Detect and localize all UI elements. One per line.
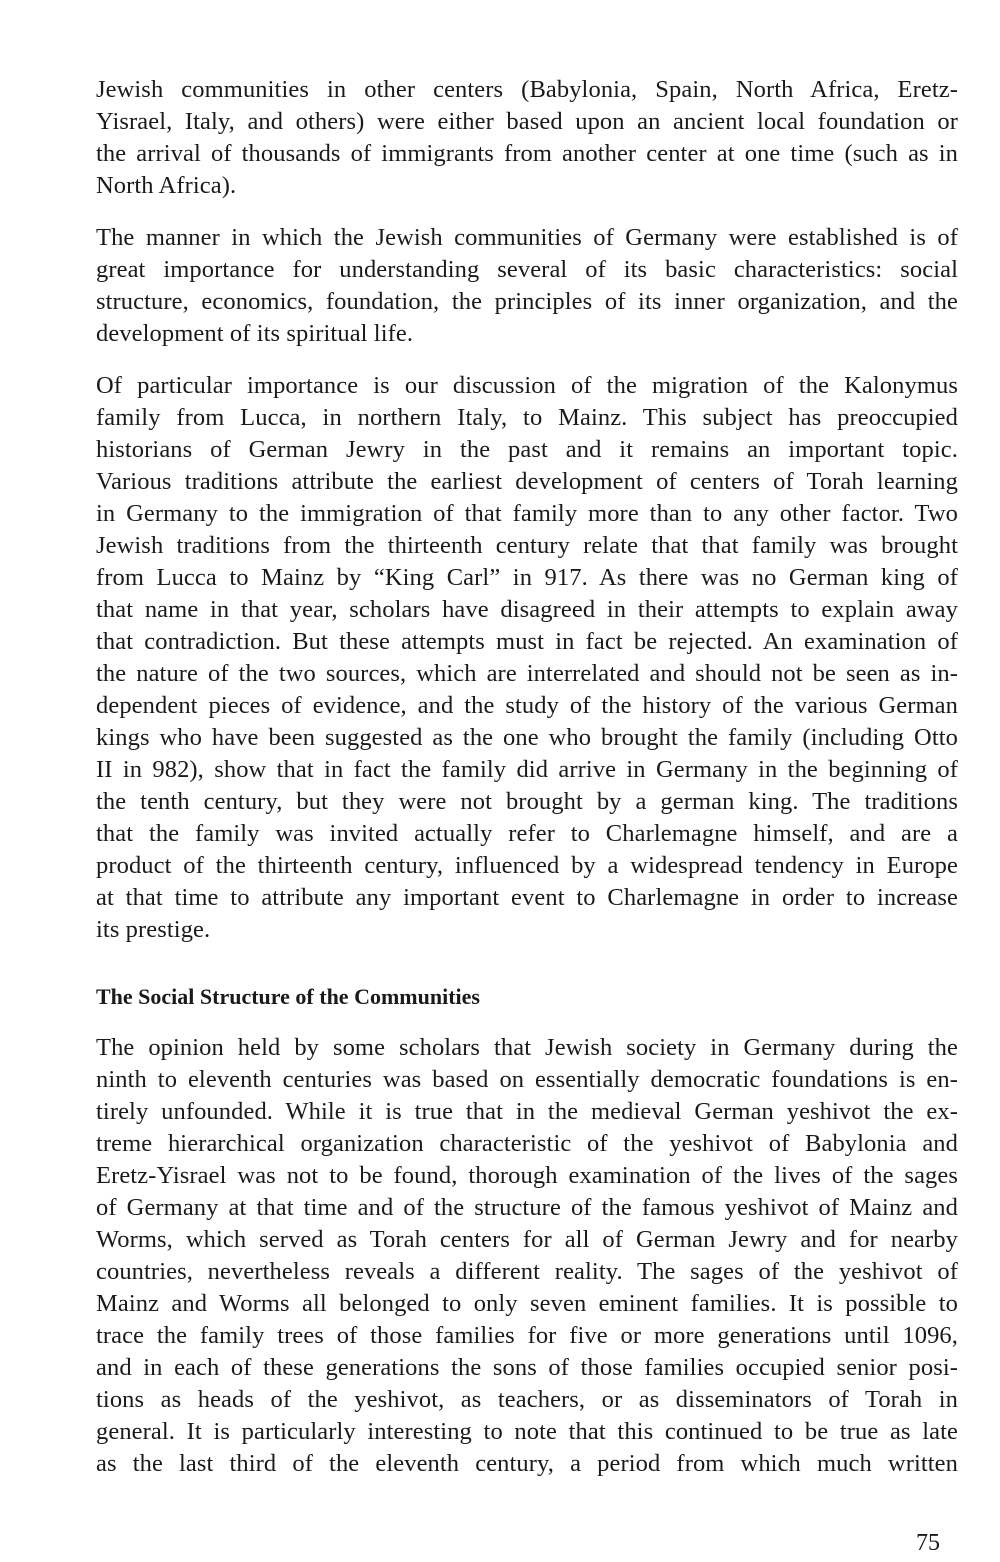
text-line: and in each of these generations the sons of those families occupied senior posi- xyxy=(96,1354,958,1381)
page-number: 75 xyxy=(916,1530,940,1556)
text-line: Worms, which served as Torah centers for all of German Jewry and for nearby xyxy=(96,1226,958,1253)
text-line: the tenth century, but they were not brought by a german king. The traditions xyxy=(96,788,958,815)
text-line: tions as heads of the yeshivot, as teachers, or as disseminators of Torah in xyxy=(96,1386,958,1413)
text-line: Mainz and Worms all belonged to only seven eminent families. It is possible to xyxy=(96,1290,958,1317)
text-line: that contradiction. But these attempts must in fact be rejected. An examination of xyxy=(96,628,958,655)
text-line: The opinion held by some scholars that Jewish society in Germany during the xyxy=(96,1034,958,1061)
text-line: development of its spiritual life. xyxy=(96,320,414,347)
text-line: treme hierarchical organization characteristic of the yeshivot of Babylonia and xyxy=(96,1130,958,1157)
text-line: as the last third of the eleventh century, a period from which much written xyxy=(96,1450,958,1477)
text-line: its prestige. xyxy=(96,916,211,943)
text-line: from Lucca to Mainz by “King Carl” in 917. As there was no German king of xyxy=(96,564,958,591)
text-line: family from Lucca, in northern Italy, to Mainz. This subject has preoccupied xyxy=(96,404,958,431)
text-line: great importance for understanding several of its basic characteristics: social xyxy=(96,256,958,283)
text-line: Yisrael, Italy, and others) were either based upon an ancient local foundation or xyxy=(96,108,958,135)
text-line: Of particular importance is our discussion of the migration of the Kalonymus xyxy=(96,372,958,399)
text-line: ninth to eleventh centuries was based on essentially democratic foundations is en- xyxy=(96,1066,958,1093)
text-line: the nature of the two sources, which are interrelated and should not be seen as in- xyxy=(96,660,958,687)
text-line: trace the family trees of those families for five or more generations until 1096, xyxy=(96,1322,958,1349)
text-line: that the family was invited actually refer to Charlemagne himself, and are a xyxy=(96,820,958,847)
text-line: dependent pieces of evidence, and the study of the history of the various German xyxy=(96,692,958,719)
text-line: Jewish communities in other centers (Babylonia, Spain, North Africa, Eretz- xyxy=(96,76,958,103)
text-line: Various traditions attribute the earliest development of centers of Torah learning xyxy=(96,468,958,495)
text-line: of Germany at that time and of the structure of the famous yeshivot of Mainz and xyxy=(96,1194,958,1221)
text-line: Jewish traditions from the thirteenth century relate that that family was brought xyxy=(96,532,958,559)
section-heading: The Social Structure of the Communities xyxy=(96,984,480,1009)
text-line: product of the thirteenth century, influenced by a widespread tendency in Europe xyxy=(96,852,958,879)
text-line: Eretz-Yisrael was not to be found, thorough examination of the lives of the sages xyxy=(96,1162,958,1189)
text-line: countries, nevertheless reveals a different reality. The sages of the yeshivot of xyxy=(96,1258,958,1285)
text-line: structure, economics, foundation, the principles of its inner organization, and the xyxy=(96,288,958,315)
text-line: historians of German Jewry in the past and it remains an important topic. xyxy=(96,436,958,463)
text-line: The manner in which the Jewish communities of Germany were established is of xyxy=(96,224,958,251)
text-line: the arrival of thousands of immigrants from another center at one time (such as in xyxy=(96,140,958,167)
text-line: North Africa). xyxy=(96,172,237,199)
text-line: kings who have been suggested as the one who brought the family (including Otto xyxy=(96,724,958,751)
text-line: at that time to attribute any important event to Charlemagne in order to increase xyxy=(96,884,958,911)
text-line: that name in that year, scholars have disagreed in their attempts to explain away xyxy=(96,596,958,623)
text-line: in Germany to the immigration of that family more than to any other factor. Two xyxy=(96,500,958,527)
text-line: tirely unfounded. While it is true that in the medieval German yeshivot the ex- xyxy=(96,1098,958,1125)
text-line: II in 982), show that in fact the family did arrive in Germany in the beginning of xyxy=(96,756,958,783)
text-line: general. It is particularly interesting to note that this continued to be true as late xyxy=(96,1418,958,1445)
